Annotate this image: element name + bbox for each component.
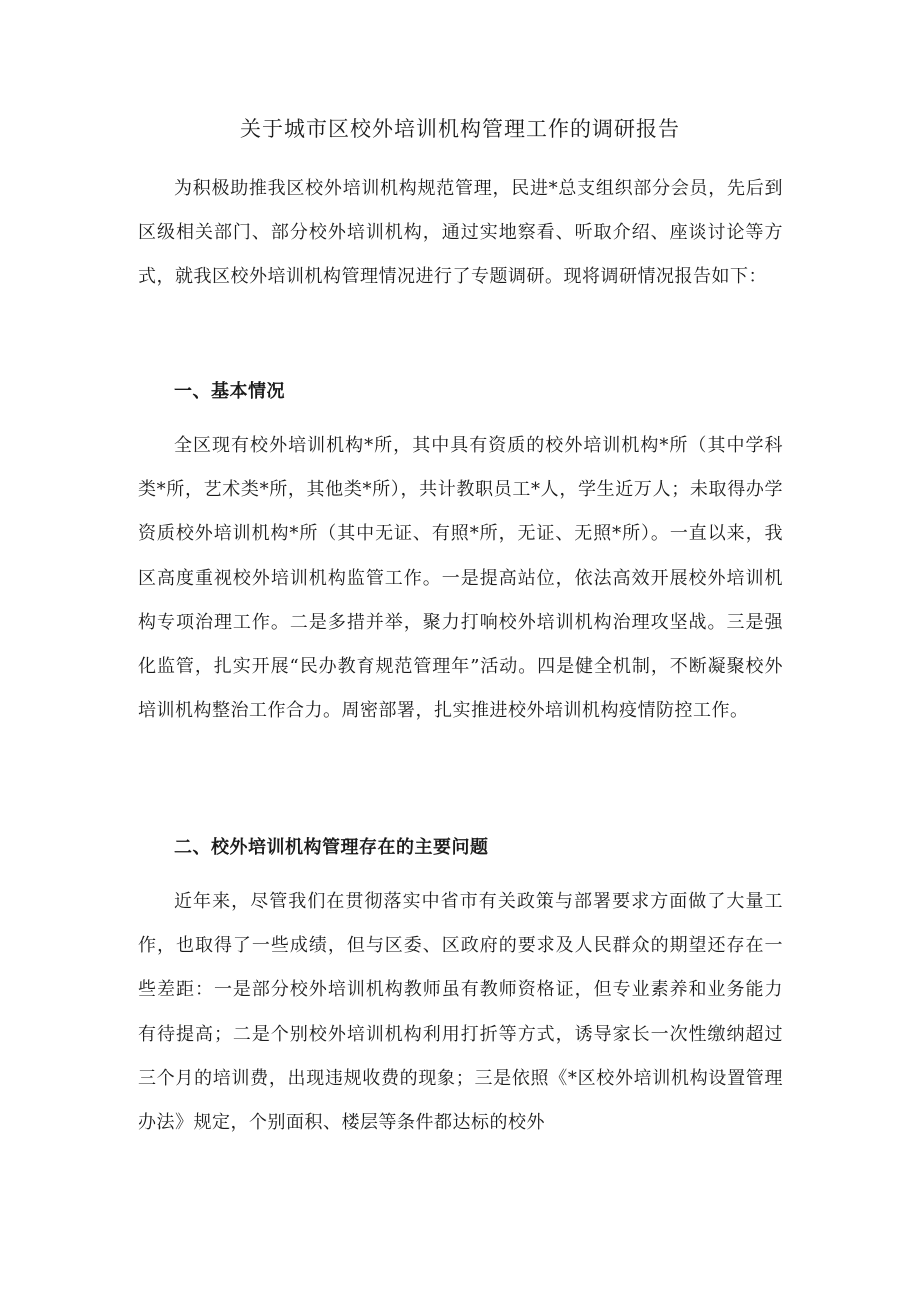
section-heading-main-problems: 二、校外培训机构管理存在的主要问题 xyxy=(174,837,489,858)
section-body-main-problems: 近年来，尽管我们在贯彻落实中省市有关政策与部署要求方面做了大量工作，也取得了一些成绩，但与区委、区政府的要求及人民群众的期望还存在一些差距：一是部分校外培训机构教师虽有教师资格证，但专业素养和业务能力有待提高；二是个别校外培训机构利用打折等方式，诱导家长一次性缴纳超过三个月的培训费，出现违规收费的现象；三是依照《*区校外培训机构设置管理办法》规定，个别面积、楼层等条件都达标的校外 xyxy=(138,891,783,1134)
intro-paragraph: 为积极助推我区校外培训机构规范管理，民进*总支组织部分会员，先后到区级相关部门、部分校外培训机构，通过实地察看、听取介绍、座谈讨论等方式，就我区校外培训机构管理情况进行了专题调研。现将调研情况报告如下： xyxy=(138,178,783,288)
section-body-basic-situation: 全区现有校外培训机构*所，其中具有资质的校外培训机构*所（其中学科类*所，艺术类*所，其他类*所），共计教职员工*人，学生近万人；未取得办学资质校外培训机构*所（其中无证、有照*所，无证、无照*所）。一直以来，我区高度重视校外培训机构监管工作。一是提高站位，依法高效开展校外培训机构专项治理工作。二是多措并举，聚力打响校外培训机构治理攻坚战。三是强化监管，扎实开展“民办教育规范管理年”活动。四是健全机制，不断凝聚校外培训机构整治工作合力。周密部署，扎实推进校外培训机构疫情防控工作。 xyxy=(138,435,783,722)
section-heading-basic-situation: 一、基本情况 xyxy=(174,381,285,402)
document-title: 关于城市区校外培训机构管理工作的调研报告 xyxy=(240,117,680,141)
